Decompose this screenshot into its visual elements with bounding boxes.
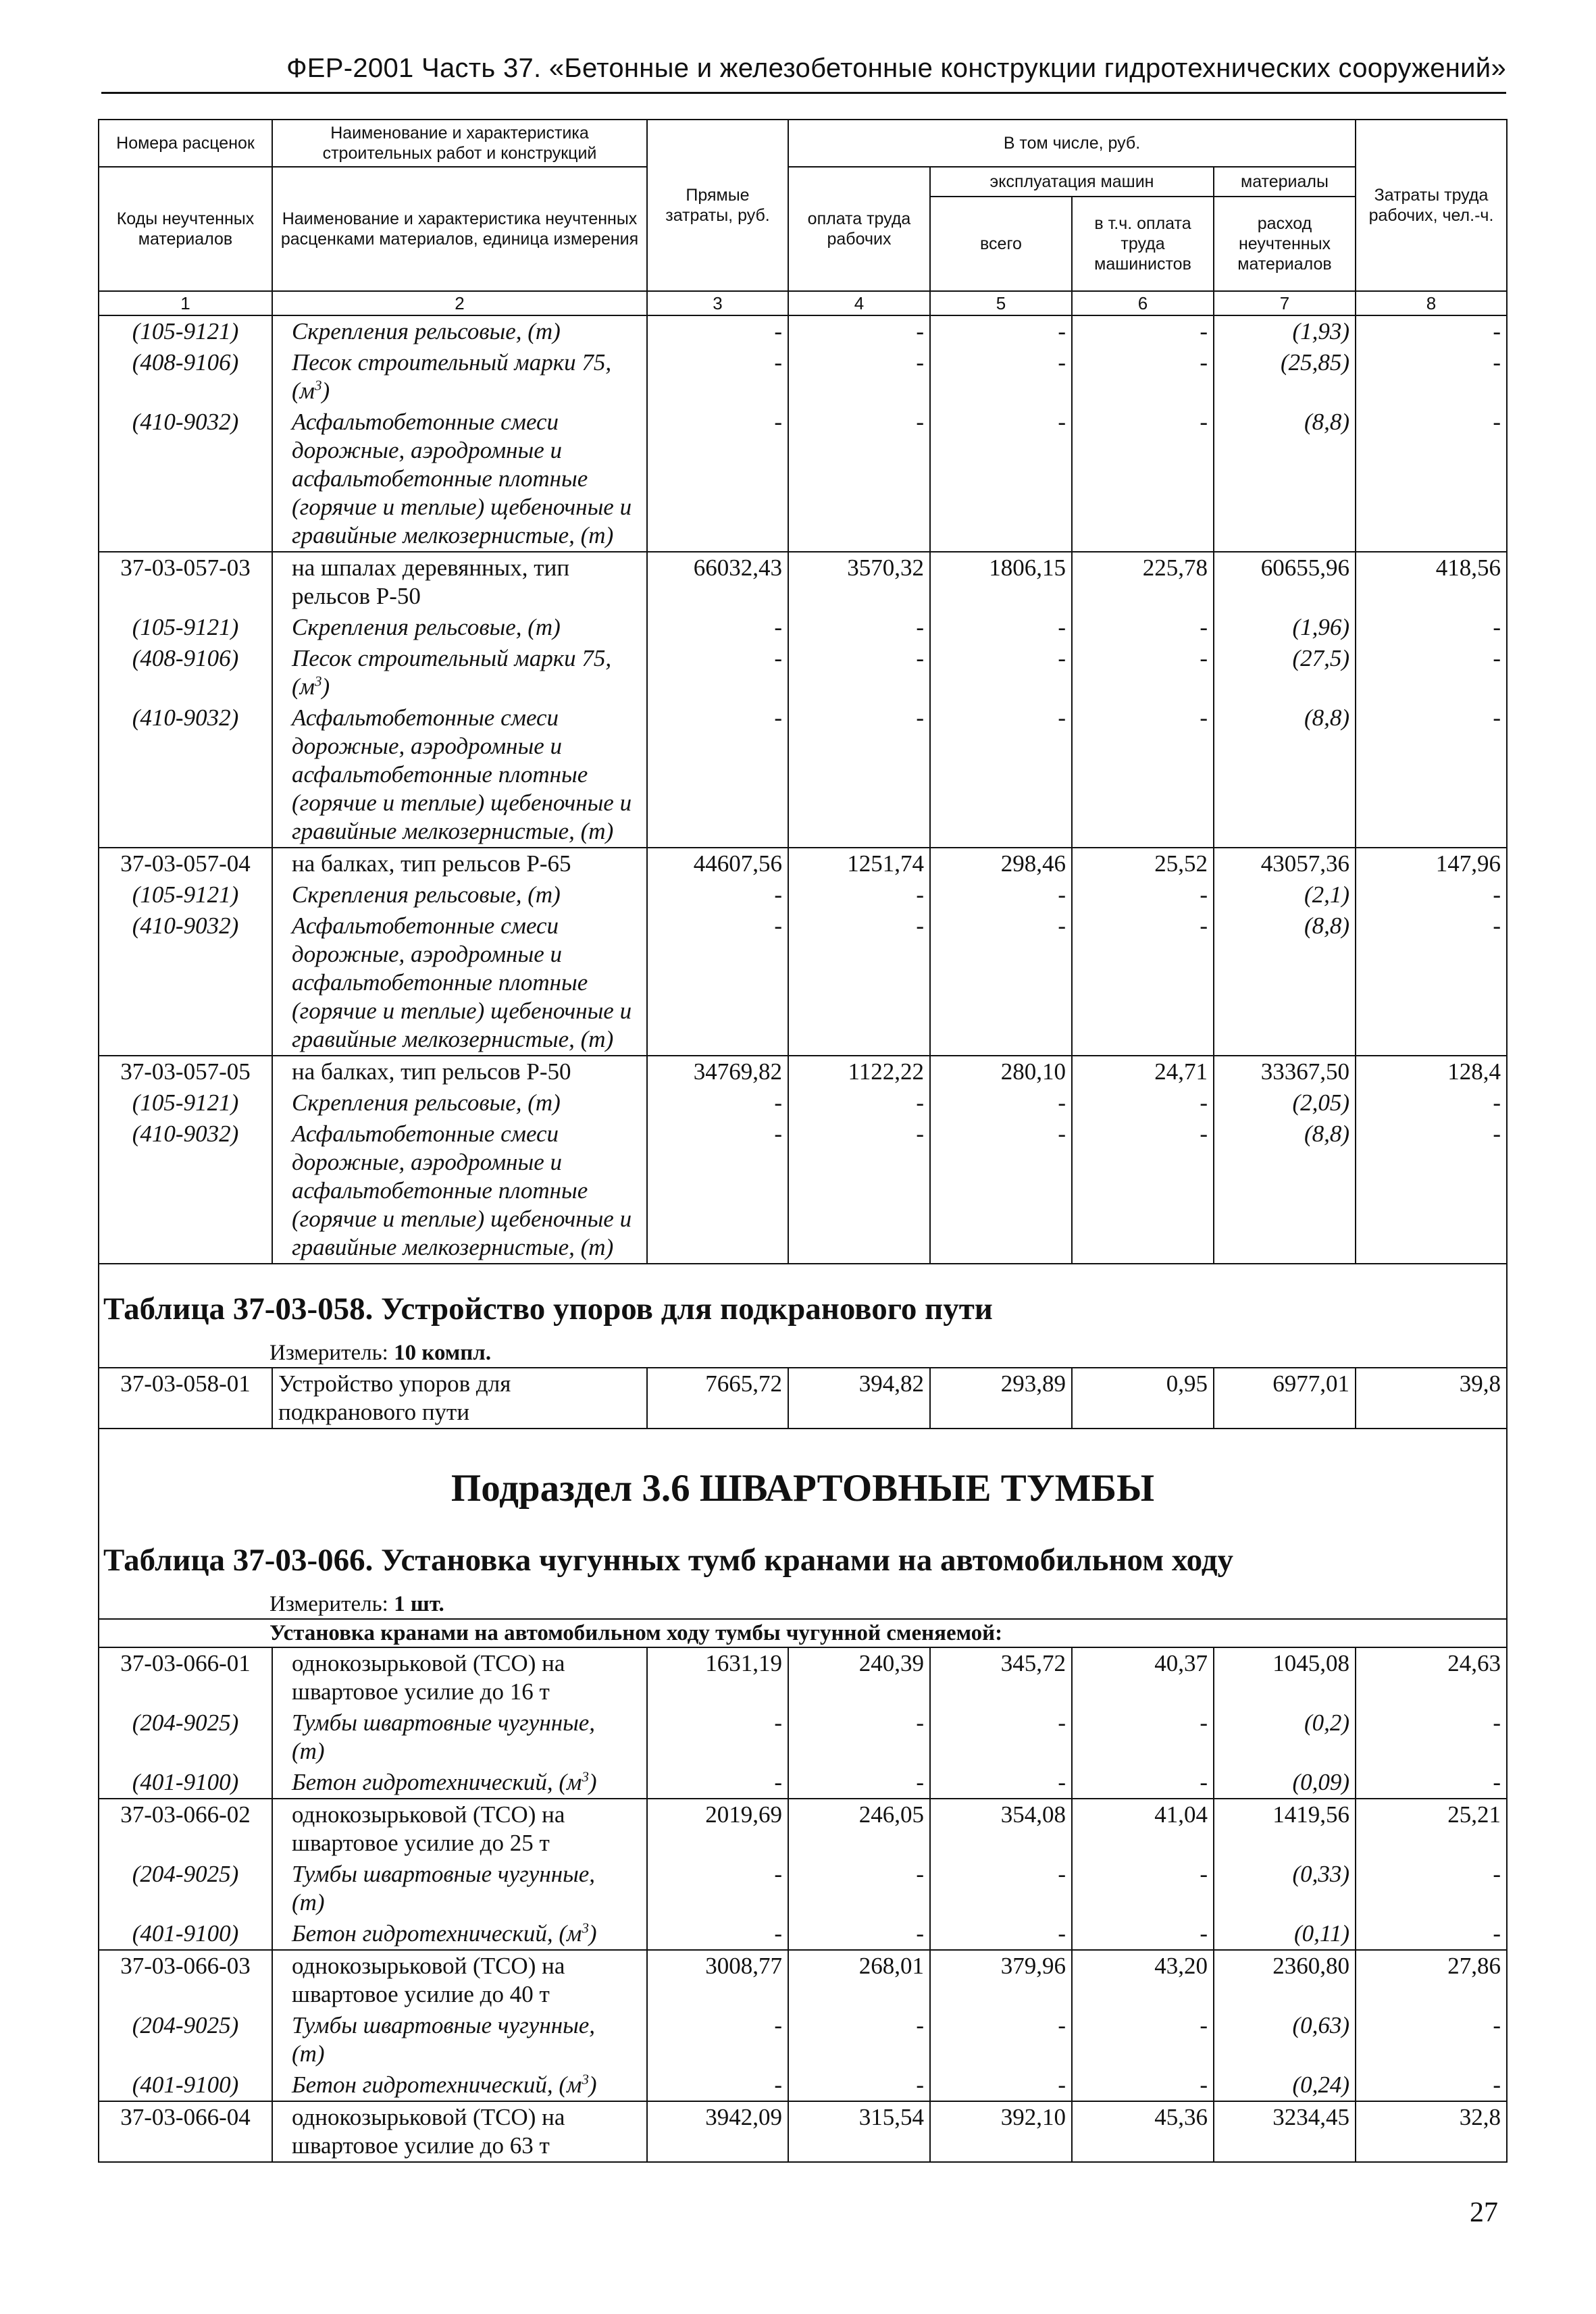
material-name: Асфальтобетонные смеси дорожные, аэродромные и асфальтобетонные плотные (горячие и теплые) щебеночные и гравийные мелкозернистые, (т) (272, 407, 647, 552)
machines-total: 280,10 (930, 1056, 1072, 1087)
material-code: (204-9025) (99, 2010, 272, 2069)
col-6-header: в т.ч. оплата труда машинистов (1072, 197, 1214, 291)
table-title-cell (99, 1264, 1507, 1368)
labor-pay: 315,54 (788, 2101, 930, 2162)
material-qty: (8,8) (1214, 910, 1356, 1056)
material-name: Тумбы швартовные чугунные, (т) (272, 1707, 647, 1767)
price-table (98, 119, 1508, 2163)
material-code: (410-9032) (99, 702, 272, 848)
dash: - (930, 2010, 1072, 2069)
dash: - (1356, 1087, 1507, 1119)
price-name: однокозырьковой (ТСО) на швартовое усилие до 25 т (272, 1799, 647, 1859)
machines-total: 392,10 (930, 2101, 1072, 2162)
material-name: Бетон гидротехнический, $(м^3)$ (272, 1918, 647, 1950)
direct-costs: 1631,19 (647, 1647, 788, 1707)
dash: - (1072, 1918, 1214, 1950)
col-7-header: расход неучтенных материалов (1214, 197, 1356, 291)
labor-pay: 268,01 (788, 1950, 930, 2010)
dash: - (1072, 702, 1214, 848)
material-name: Бетон гидротехнический, $(м^3)$ (272, 1767, 647, 1799)
dash: - (1356, 1707, 1507, 1767)
dash: - (1072, 1707, 1214, 1767)
dash: - (1356, 2069, 1507, 2101)
machines-total: 345,72 (930, 1647, 1072, 1707)
price-row (99, 2101, 1507, 2162)
material-qty: (0,33) (1214, 1859, 1356, 1918)
dash: - (1356, 702, 1507, 848)
dash: - (1356, 407, 1507, 552)
dash: - (1072, 910, 1214, 1056)
direct-costs: 2019,69 (647, 1799, 788, 1859)
direct-costs: 44607,56 (647, 848, 788, 879)
machines-total: 1806,15 (930, 552, 1072, 612)
col-3-header: Прямые затраты, руб. (647, 120, 788, 291)
machinist-pay: 225,78 (1072, 552, 1214, 612)
price-name: Устройство упоров для подкранового пути (272, 1368, 647, 1429)
col-num: 5 (930, 291, 1072, 315)
dash: - (788, 879, 930, 910)
col-2-top: Наименование и характеристика строительных работ и конструкций (272, 120, 647, 167)
table-header (99, 120, 1507, 315)
col-2-bottom: Наименование и характеристика неучтенных расценками материалов, единица измерения (272, 167, 647, 291)
material-row (99, 702, 1507, 848)
price-row (99, 1950, 1507, 2010)
material-row (99, 1119, 1507, 1264)
dash: - (647, 315, 788, 347)
measure-line: Измеритель: 10 компл. (269, 1341, 492, 1365)
material-code: (204-9025) (99, 1859, 272, 1918)
material-row (99, 1767, 1507, 1799)
dash: - (1072, 1767, 1214, 1799)
labor-pay: 1251,74 (788, 848, 930, 879)
dash: - (788, 1707, 930, 1767)
dash: - (930, 407, 1072, 552)
labor-hours: 32,8 (1356, 2101, 1507, 2162)
dash: - (788, 1087, 930, 1119)
material-row (99, 643, 1507, 702)
dash: - (930, 702, 1072, 848)
labor-pay: 246,05 (788, 1799, 930, 1859)
labor-pay: 1122,22 (788, 1056, 930, 1087)
materials-cost: 2360,80 (1214, 1950, 1356, 2010)
material-name: Асфальтобетонные смеси дорожные, аэродромные и асфальтобетонные плотные (горячие и теплые) щебеночные и гравийные мелкозернистые, (т) (272, 910, 647, 1056)
col-num: 6 (1072, 291, 1214, 315)
dash: - (788, 407, 930, 552)
page-number: 27 (1470, 2197, 1498, 2228)
dash: - (1356, 315, 1507, 347)
table-title: Таблица 37-03-058. Устройство упоров для подкранового пути (103, 1291, 993, 1327)
col-5-header: всего (930, 197, 1072, 291)
material-code: (410-9032) (99, 407, 272, 552)
col-1-top: Номера расценок (99, 120, 272, 167)
running-header-title: ФЕР-2001 Часть 37. «Бетонные и железобетонные конструкции гидротехнических сооружений» (286, 53, 1506, 83)
material-qty: (0,11) (1214, 1918, 1356, 1950)
labor-pay: 240,39 (788, 1647, 930, 1707)
price-code: 37-03-057-04 (99, 848, 272, 879)
material-code: (204-9025) (99, 1707, 272, 1767)
price-name: однокозырьковой (ТСО) на швартовое усилие до 16 т (272, 1647, 647, 1707)
table-title: Таблица 37-03-066. Установка чугунных тумб кранами на автомобильном ходу (103, 1543, 1234, 1578)
material-qty: (2,05) (1214, 1087, 1356, 1119)
dash: - (1356, 1119, 1507, 1264)
price-row (99, 848, 1507, 879)
material-row (99, 1918, 1507, 1950)
dash: - (788, 2010, 930, 2069)
dash: - (647, 347, 788, 407)
material-row (99, 910, 1507, 1056)
price-name: однокозырьковой (ТСО) на швартовое усилие до 40 т (272, 1950, 647, 2010)
dash: - (647, 2010, 788, 2069)
section-row (99, 1429, 1507, 1619)
dash: - (647, 879, 788, 910)
machinist-pay: 25,52 (1072, 848, 1214, 879)
col-8-header: Затраты труда рабочих, чел.-ч. (1356, 120, 1507, 291)
dash: - (647, 1767, 788, 1799)
dash: - (1072, 1087, 1214, 1119)
price-row (99, 1368, 1507, 1429)
dash: - (788, 1918, 930, 1950)
material-qty: (0,2) (1214, 1707, 1356, 1767)
dash: - (1072, 612, 1214, 643)
col-num: 1 (99, 291, 272, 315)
machines-total: 293,89 (930, 1368, 1072, 1429)
dash: - (1356, 347, 1507, 407)
measure-line: Измеритель: 1 шт. (269, 1592, 444, 1616)
dash: - (930, 643, 1072, 702)
dash: - (1072, 315, 1214, 347)
machinist-pay: 24,71 (1072, 1056, 1214, 1087)
col-1-bottom: Коды неучтенных материалов (99, 167, 272, 291)
labor-hours: 25,21 (1356, 1799, 1507, 1859)
dash: - (1356, 910, 1507, 1056)
material-row (99, 2069, 1507, 2101)
dash: - (1356, 612, 1507, 643)
table-title-row (99, 1264, 1507, 1368)
col-num: 8 (1356, 291, 1507, 315)
material-name: Асфальтобетонные смеси дорожные, аэродромные и асфальтобетонные плотные (горячие и теплые) щебеночные и гравийные мелкозернистые, (т) (272, 1119, 647, 1264)
direct-costs: 3008,77 (647, 1950, 788, 2010)
dash: - (930, 910, 1072, 1056)
material-qty: (27,5) (1214, 643, 1356, 702)
material-qty: (25,85) (1214, 347, 1356, 407)
group-row (99, 1619, 1507, 1647)
material-name: Асфальтобетонные смеси дорожные, аэродромные и асфальтобетонные плотные (горячие и теплые) щебеночные и гравийные мелкозернистые, (т) (272, 702, 647, 848)
price-code: 37-03-066-03 (99, 1950, 272, 2010)
col-num: 4 (788, 291, 930, 315)
materials-cost: 3234,45 (1214, 2101, 1356, 2162)
machines-total: 379,96 (930, 1950, 1072, 2010)
material-qty: (8,8) (1214, 407, 1356, 552)
dash: - (647, 702, 788, 848)
material-code: (401-9100) (99, 2069, 272, 2101)
material-code: (105-9121) (99, 1087, 272, 1119)
materials-cost: 6977,01 (1214, 1368, 1356, 1429)
dash: - (788, 612, 930, 643)
labor-hours: 128,4 (1356, 1056, 1507, 1087)
material-code: (105-9121) (99, 879, 272, 910)
dash: - (647, 2069, 788, 2101)
col-num: 2 (272, 291, 647, 315)
price-name: однокозырьковой (ТСО) на швартовое усилие до 63 т (272, 2101, 647, 2162)
dash: - (930, 1707, 1072, 1767)
dash: - (647, 1918, 788, 1950)
material-qty: (0,09) (1214, 1767, 1356, 1799)
price-code: 37-03-066-01 (99, 1647, 272, 1707)
dash: - (1072, 2069, 1214, 2101)
dash: - (1072, 2010, 1214, 2069)
dash: - (788, 643, 930, 702)
dash: - (1072, 879, 1214, 910)
dash: - (788, 910, 930, 1056)
price-code: 37-03-057-05 (99, 1056, 272, 1087)
direct-costs: 66032,43 (647, 552, 788, 612)
dash: - (1072, 1859, 1214, 1918)
col-num: 3 (647, 291, 788, 315)
col-4-header: оплата труда рабочих (788, 167, 930, 291)
dash: - (930, 1767, 1072, 1799)
dash: - (1356, 643, 1507, 702)
material-name: Скрепления рельсовые, (т) (272, 315, 647, 347)
material-row (99, 315, 1507, 347)
col-num: 7 (1214, 291, 1356, 315)
material-name: Тумбы швартовные чугунные, (т) (272, 2010, 647, 2069)
material-code: (410-9032) (99, 1119, 272, 1264)
material-code: (408-9106) (99, 347, 272, 407)
labor-hours: 39,8 (1356, 1368, 1507, 1429)
dash: - (788, 1119, 930, 1264)
machinist-pay: 45,36 (1072, 2101, 1214, 2162)
material-name: Скрепления рельсовые, (т) (272, 879, 647, 910)
materials-cost: 43057,36 (1214, 848, 1356, 879)
dash: - (930, 1119, 1072, 1264)
dash: - (930, 347, 1072, 407)
direct-costs: 7665,72 (647, 1368, 788, 1429)
dash: - (647, 1707, 788, 1767)
material-code: (401-9100) (99, 1918, 272, 1950)
material-row (99, 1087, 1507, 1119)
price-row (99, 1647, 1507, 1707)
dash: - (647, 407, 788, 552)
dash: - (647, 643, 788, 702)
section-title: Подраздел 3.6 ШВАРТОВНЫЕ ТУМБЫ (451, 1467, 1155, 1510)
direct-costs: 3942,09 (647, 2101, 788, 2162)
price-code: 37-03-058-01 (99, 1368, 272, 1429)
incl-header: В том числе, руб. (788, 120, 1356, 167)
machinist-pay: 40,37 (1072, 1647, 1214, 1707)
labor-pay: 3570,32 (788, 552, 930, 612)
material-name: Песок строительный марки 75, $(м^3)$ (272, 347, 647, 407)
dash: - (788, 1859, 930, 1918)
price-code: 37-03-066-04 (99, 2101, 272, 2162)
price-name: на шпалах деревянных, тип рельсов Р-50 (272, 552, 647, 612)
material-qty: (0,63) (1214, 2010, 1356, 2069)
dash: - (647, 1859, 788, 1918)
dash: - (1356, 1918, 1507, 1950)
labor-hours: 27,86 (1356, 1950, 1507, 2010)
material-row (99, 879, 1507, 910)
material-name: Тумбы швартовные чугунные, (т) (272, 1859, 647, 1918)
dash: - (1072, 407, 1214, 552)
material-row (99, 1859, 1507, 1918)
dash: - (647, 612, 788, 643)
machines-header: эксплуатация машин (930, 167, 1214, 197)
dash: - (1356, 1767, 1507, 1799)
machinist-pay: 41,04 (1072, 1799, 1214, 1859)
material-qty: (0,24) (1214, 2069, 1356, 2101)
material-name: Бетон гидротехнический, $(м^3)$ (272, 2069, 647, 2101)
machines-total: 298,46 (930, 848, 1072, 879)
material-name: Скрепления рельсовые, (т) (272, 612, 647, 643)
material-row (99, 347, 1507, 407)
dash: - (647, 1119, 788, 1264)
material-row (99, 2010, 1507, 2069)
dash: - (788, 702, 930, 848)
materials-cost: 33367,50 (1214, 1056, 1356, 1087)
labor-pay: 394,82 (788, 1368, 930, 1429)
price-row (99, 552, 1507, 612)
material-code: (410-9032) (99, 910, 272, 1056)
material-code: (105-9121) (99, 612, 272, 643)
machines-total: 354,08 (930, 1799, 1072, 1859)
dash: - (930, 612, 1072, 643)
price-code: 37-03-057-03 (99, 552, 272, 612)
materials-cost: 1419,56 (1214, 1799, 1356, 1859)
price-name: на балках, тип рельсов Р-65 (272, 848, 647, 879)
material-qty: (8,8) (1214, 702, 1356, 848)
direct-costs: 34769,82 (647, 1056, 788, 1087)
material-code: (401-9100) (99, 1767, 272, 1799)
materials-header: материалы (1214, 167, 1356, 197)
dash: - (647, 1087, 788, 1119)
material-qty: (1,96) (1214, 612, 1356, 643)
material-name: Песок строительный марки 75, $(м^3)$ (272, 643, 647, 702)
material-code: (105-9121) (99, 315, 272, 347)
dash: - (788, 347, 930, 407)
dash: - (1072, 347, 1214, 407)
material-qty: (8,8) (1214, 1119, 1356, 1264)
price-row (99, 1799, 1507, 1859)
material-row (99, 407, 1507, 552)
dash: - (930, 315, 1072, 347)
dash: - (788, 1767, 930, 1799)
labor-hours: 147,96 (1356, 848, 1507, 879)
material-name: Скрепления рельсовые, (т) (272, 1087, 647, 1119)
price-row (99, 1056, 1507, 1087)
material-code: (408-9106) (99, 643, 272, 702)
materials-cost: 60655,96 (1214, 552, 1356, 612)
materials-cost: 1045,08 (1214, 1647, 1356, 1707)
section-cell (99, 1429, 1507, 1619)
dash: - (1072, 1119, 1214, 1264)
dash: - (930, 1087, 1072, 1119)
labor-hours: 418,56 (1356, 552, 1507, 612)
dash: - (1356, 879, 1507, 910)
price-code: 37-03-066-02 (99, 1799, 272, 1859)
dash: - (1072, 643, 1214, 702)
material-qty: (1,93) (1214, 315, 1356, 347)
dash: - (930, 1859, 1072, 1918)
dash: - (647, 910, 788, 1056)
material-row (99, 1707, 1507, 1767)
dash: - (1356, 2010, 1507, 2069)
dash: - (930, 1918, 1072, 1950)
running-header (101, 49, 1506, 94)
machinist-pay: 0,95 (1072, 1368, 1214, 1429)
labor-hours: 24,63 (1356, 1647, 1507, 1707)
dash: - (930, 2069, 1072, 2101)
dash: - (788, 315, 930, 347)
material-row (99, 612, 1507, 643)
price-name: на балках, тип рельсов Р-50 (272, 1056, 647, 1087)
machinist-pay: 43,20 (1072, 1950, 1214, 2010)
material-qty: (2,1) (1214, 879, 1356, 910)
dash: - (930, 879, 1072, 910)
dash: - (788, 2069, 930, 2101)
dash: - (1356, 1859, 1507, 1918)
group-title: Установка кранами на автомобильном ходу тумбы чугунной сменяемой: (99, 1619, 1507, 1647)
